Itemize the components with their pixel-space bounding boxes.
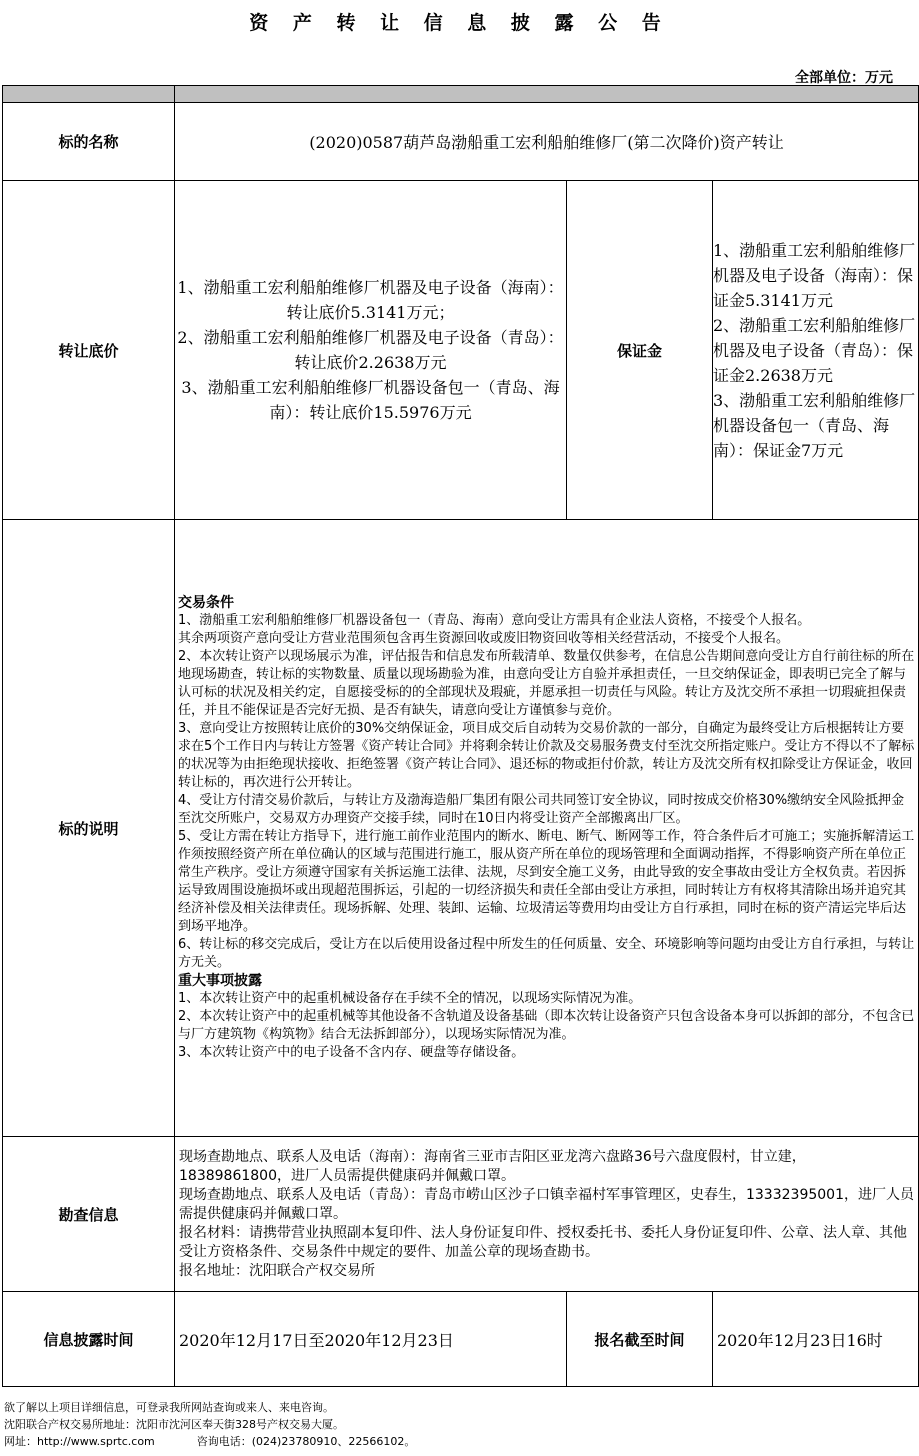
inspect-value	[175, 1137, 919, 1292]
inspect-item: 报名材料：请携带营业执照副本复印件、法人身份证复印件、授权委托书、委托人身份证复印件、公章、法人章、其他受让方资格条件、交易条件中规定的要件、加盖公章的现场查勘书。	[179, 1224, 907, 1260]
price-row	[3, 181, 919, 520]
deposit-line: 3、渤船重工宏利船舶维修厂机器设备包一（青岛、海南）：保证金7万元	[713, 390, 916, 460]
inspect-item: 报名地址：沈阳联合产权交易所	[179, 1262, 375, 1279]
page-title: 资 产 转 让 信 息 披 露 公 告	[249, 12, 670, 34]
major-item: 1、本次转让资产中的起重机械设备存在手续不全的情况，以现场实际情况为准。	[178, 990, 642, 1006]
header-bar	[3, 86, 919, 103]
inspect-item: 现场查勘地点、联系人及电话（青岛）：青岛市崂山区沙子口镇幸福村军事管理区，史春生，13332395001，进厂人员需提供健康码并佩戴口罩。	[179, 1186, 914, 1222]
trade-condition: 4、受让方付清交易价款后，与转让方及渤海造船厂集团有限公司共同签订安全协议，同时按成交价格30%缴纳安全风险抵押金至沈交所账户，交易双方办理资产交接手续，同时在10日内将受让资产全部搬离出厂区。	[178, 792, 905, 826]
major-item: 3、本次转让资产中的电子设备不含内存、硬盘等存储设备。	[178, 1044, 525, 1060]
desc-label: 标的说明	[3, 520, 175, 1137]
trade-condition: 6、转让标的移交完成后，受让方在以后使用设备过程中所发生的任何质量、安全、环境影响等问题均由受让方自行承担，与转让方无关。	[178, 936, 915, 970]
trade-conditions-heading: 交易条件	[178, 594, 234, 611]
footer-line: 沈阳联合产权交易所地址：沈阳市沈河区奉天街328号产权交易大厦。	[4, 1418, 344, 1431]
deposit-label: 保证金	[567, 181, 713, 520]
deadline-value: 2020年12月23日16时	[713, 1292, 919, 1387]
footer-line: 欲了解以上项目详细信息，可登录我所网站查询或来人、来电咨询。	[4, 1401, 334, 1414]
deposit-value	[713, 181, 919, 520]
disclosure-value: 2020年12月17日至2020年12月23日	[175, 1292, 567, 1387]
price-value	[175, 181, 567, 520]
header-cell	[175, 86, 919, 103]
trade-condition: 其余两项资产意向受让方营业范围须包含再生资源回收或废旧物资回收等相关经营活动，不接受个人报名。	[178, 630, 790, 646]
footer-contact	[4, 1433, 415, 1450]
inspect-row	[3, 1137, 919, 1292]
price-line: 1、渤船重工宏利船舶维修厂机器及电子设备（海南）：转让底价5.3141万元；	[177, 278, 564, 322]
dates-row	[3, 1292, 919, 1387]
phone-info: 咨询电话：(024)23780910、22566102。	[196, 1435, 416, 1448]
major-items-heading: 重大事项披露	[178, 972, 262, 989]
unit-note: 全部单位：万元	[795, 70, 893, 86]
header-cell	[3, 86, 175, 103]
price-line: 2、渤船重工宏利船舶维修厂机器及电子设备（青岛）：转让底价2.2638万元	[177, 328, 564, 372]
desc-row	[3, 520, 919, 1137]
trade-condition: 1、渤船重工宏利船舶维修厂机器设备包一（青岛、海南）意向受让方需具有企业法人资格，不接受个人报名。	[178, 612, 811, 628]
disclosure-label: 信息披露时间	[3, 1292, 175, 1387]
major-item: 2、本次转让资产中的起重机械等其他设备不含轨道及设备基础（即本次转让设备资产只包含设备本身可以拆卸的部分，不包含已与厂方建筑物《构筑物》结合无法拆卸部分），以现场实际情况为准。	[178, 1008, 915, 1042]
name-row	[3, 103, 919, 181]
trade-condition: 3、意向受让方按照转让底价的30%交纳保证金，项目成交后自动转为交易价款的一部分，自确定为最终受让方后根据转让方要求在5个工作日内与转让方签署《资产转让合同》并将剩余转让价款及交易服务费支付至沈交所指定账户。受让方不得以不了解标的状况等为由拒绝现状接收、拒绝签署《资产转让合同》、退还标的物或拒付价款，转让方及沈交所有权扣除受让方保证金，收回转让标的，再次进行公开转让。	[178, 720, 915, 790]
inspect-label: 勘查信息	[3, 1137, 175, 1292]
name-value: (2020)0587葫芦岛渤船重工宏利船舶维修厂(第二次降价)资产转让	[175, 103, 919, 181]
price-label: 转让底价	[3, 181, 175, 520]
deposit-line: 1、渤船重工宏利船舶维修厂机器及电子设备（海南）：保证金5.3141万元	[713, 240, 916, 310]
inspect-item: 现场查勘地点、联系人及电话（海南）：海南省三亚市吉阳区亚龙湾六盘路36号六盘度假村，甘立建，18389861800，进厂人员需提供健康码并佩戴口罩。	[179, 1148, 806, 1184]
desc-value	[175, 520, 919, 1137]
deposit-line: 2、渤船重工宏利船舶维修厂机器及电子设备（青岛）：保证金2.2638万元	[713, 315, 916, 385]
announcement-table	[2, 85, 919, 1387]
footer	[4, 1399, 415, 1450]
trade-condition: 2、本次转让资产以现场展示为准，评估报告和信息发布所载清单、数量仅供参考，在信息公告期间意向受让方自行前往标的所在地现场勘查，转让标的实物数量、质量以现场勘验为准，由意向受让方自验并承担责任，一旦交纳保证金，即表明已完全了解与认可标的状况及相关约定，自愿接受标的的全部现状及瑕疵，并愿承担一切责任与风险。转让方及沈交所不承担一切瑕疵担保责任，并且不能保证是否完好无损、是否有缺失，请意向受让方谨慎参与竞价。	[178, 648, 915, 718]
name-label: 标的名称	[3, 103, 175, 181]
website-link[interactable]: 网址：http://www.sprtc.com	[4, 1435, 155, 1448]
trade-condition: 5、受让方需在转让方指导下，进行施工前作业范围内的断水、断电、断气、断网等工作，符合条件后才可施工；实施拆解清运工作须按照经资产所在单位确认的区域与范围进行施工，服从资产所在单位的现场管理和全面调动指挥，不得影响资产所在单位正常生产秩序。受让方须遵守国家有关拆运施工法律、法规，尽到安全施工义务，由此导致的安全事故由受让方全权负责。若因拆运导致周围设施损坏或出现超范围拆运，引起的一切经济损失和责任全部由受让方承担，同时转让方有权将其清除出场并追究其经济补偿及相关法律责任。现场拆解、处理、装卸、运输、垃圾清运等费用均由受让方自行承担，同时在标的资产清运完毕后达到场平地净。	[178, 828, 915, 934]
deadline-label: 报名截至时间	[567, 1292, 713, 1387]
price-line: 3、渤船重工宏利船舶维修厂机器设备包一（青岛、海南）：转让底价15.5976万元	[181, 378, 560, 422]
